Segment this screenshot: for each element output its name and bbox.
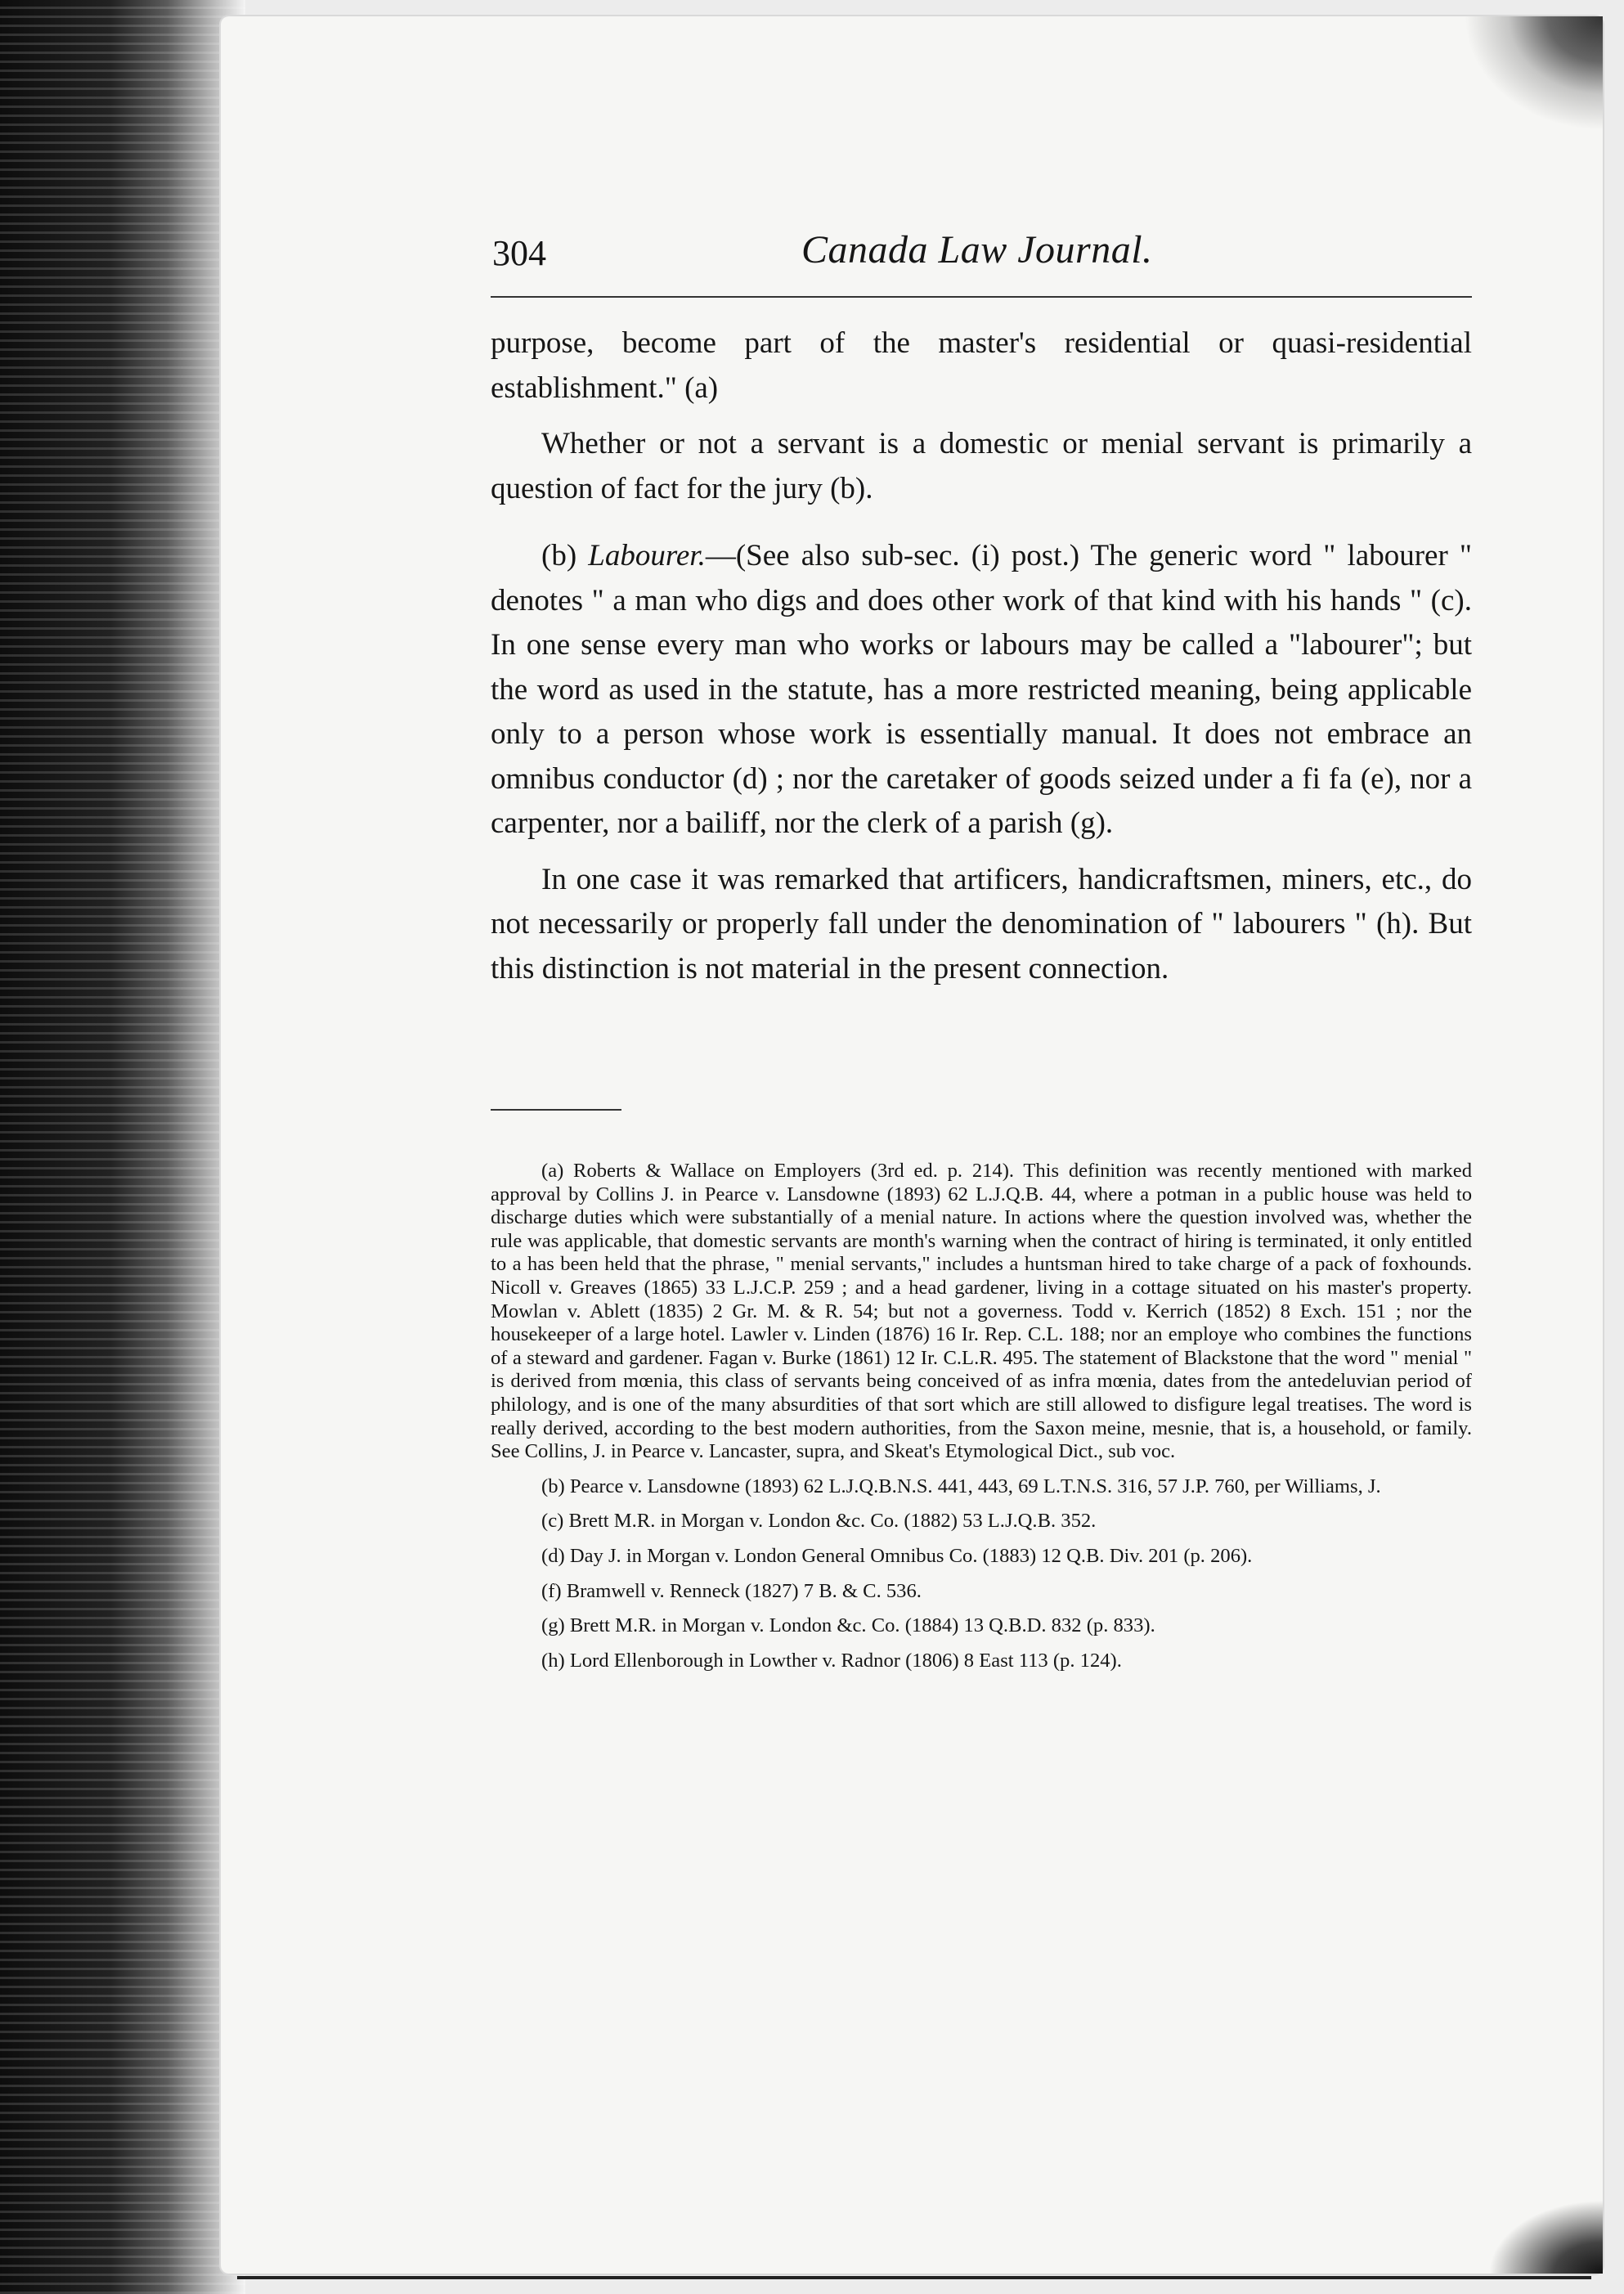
footnote-h: (h) Lord Ellenborough in Lowther v. Radnor (1806) 8 East 113 (p. 124). [541, 1649, 1122, 1672]
body-text [491, 321, 1472, 991]
scan-binding-shadow [0, 0, 245, 2294]
paragraph-1: purpose, become part of the master's residential or quasi-residential establishment." (a) [491, 326, 1472, 405]
footnote-rule [491, 1109, 621, 1111]
paragraph-4: In one case it was remarked that artificers, handicraftsmen, miners, etc., do not necessarily or properly fall under the denomination of " labourers " (h). But this distinction is not material in the present connection. [491, 862, 1472, 985]
page-content [491, 227, 1472, 1672]
section-label: (b) [541, 539, 577, 572]
bottom-smudge [1488, 2200, 1603, 2274]
paragraph-labourer [491, 534, 1472, 846]
section-text: —(See also sub-sec. (i) post.) The generic word " labourer " denotes " a man who digs and does other work of that kind with his hands " (c). In one sense every man who works or labours may be called a "labourer"; but the word as used in the statute, has a more restricted meaning, being applicable only to a person whose work is essentially manual. It does not embrace an omnibus conductor (d) ; nor the caretaker of goods seized under a fi fa (e), nor a carpenter, nor a bailiff, nor the clerk of a parish (g). [491, 539, 1472, 840]
journal-title: Canada Law Journal. [801, 228, 1153, 272]
footnote-b: (b) Pearce v. Lansdowne (1893) 62 L.J.Q.B.N.S. 441, 443, 69 L.T.N.S. 316, 57 J.P. 760, per Williams, J. [541, 1475, 1381, 1497]
bottom-page-edge [237, 2276, 1591, 2279]
header-rule [491, 296, 1472, 298]
running-header [491, 227, 1472, 285]
footnote-a: (a) Roberts & Wallace on Employers (3rd ed. p. 214). This definition was recently mentioned with marked approval by Collins J. in Pearce v. Lansdowne (1893) 62 L.J.Q.B. 44, where a potman in a public house was held to discharge duties which were substantially of a menial nature. In actions where the question involved was, whether the rule was applicable, that domestic servants are month's warning when the contract of hiring is terminated, it only entitled to a has been held that the phrase, " menial servants," includes a huntsman hired to take charge of a pack of foxhounds. Nicoll v. Greaves (1865) 33 L.J.C.P. 259 ; and a head gardener, living in a cottage situated on his master's property. Mowlan v. Ablett (1835) 2 Gr. M. & R. 54; but not a governess. Todd v. Kerrich (1852) 8 Exch. 151 ; nor the housekeeper of a large hotel. Lawler v. Linden (1876) 16 Ir. Rep. C.L. 188; nor an employe who combines the functions of a steward and gardener. Fagan v. Burke (1861) 12 Ir. C.L.R. 495. The statement of Blackstone that the word " menial " is derived from mœnia, this class of servants being conceived of as infra mœnia, dates from the antedeluvian period of philology, and is one of the many absurdities of that sort which are still allowed to disfigure legal treatises. The word is really derived, according to the best modern authorities, from the Saxon meine, mesnie, that is, a household, or family. See Collins, J. in Pearce v. Lancaster, supra, and Skeat's Etymological Dict., sub voc. [491, 1160, 1472, 1463]
footnote-c: (c) Brett M.R. in Morgan v. London &c. Co. (1882) 53 L.J.Q.B. 352. [541, 1510, 1097, 1533]
footnotes [491, 1160, 1472, 1672]
corner-smudge [1464, 16, 1603, 131]
page-number: 304 [492, 233, 546, 273]
paragraph-2: Whether or not a servant is a domestic or menial servant is primarily a question of fact for the jury (b). [491, 427, 1472, 505]
section-heading: Labourer. [588, 539, 706, 572]
footnote-d: (d) Day J. in Morgan v. London General Omnibus Co. (1883) 12 Q.B. Div. 201 (p. 206). [541, 1544, 1253, 1567]
footnote-g: (g) Brett M.R. in Morgan v. London &c. Co. (1884) 13 Q.B.D. 832 (p. 833). [541, 1614, 1155, 1637]
footnote-f: (f) Bramwell v. Renneck (1827) 7 B. & C. 536. [541, 1579, 922, 1602]
